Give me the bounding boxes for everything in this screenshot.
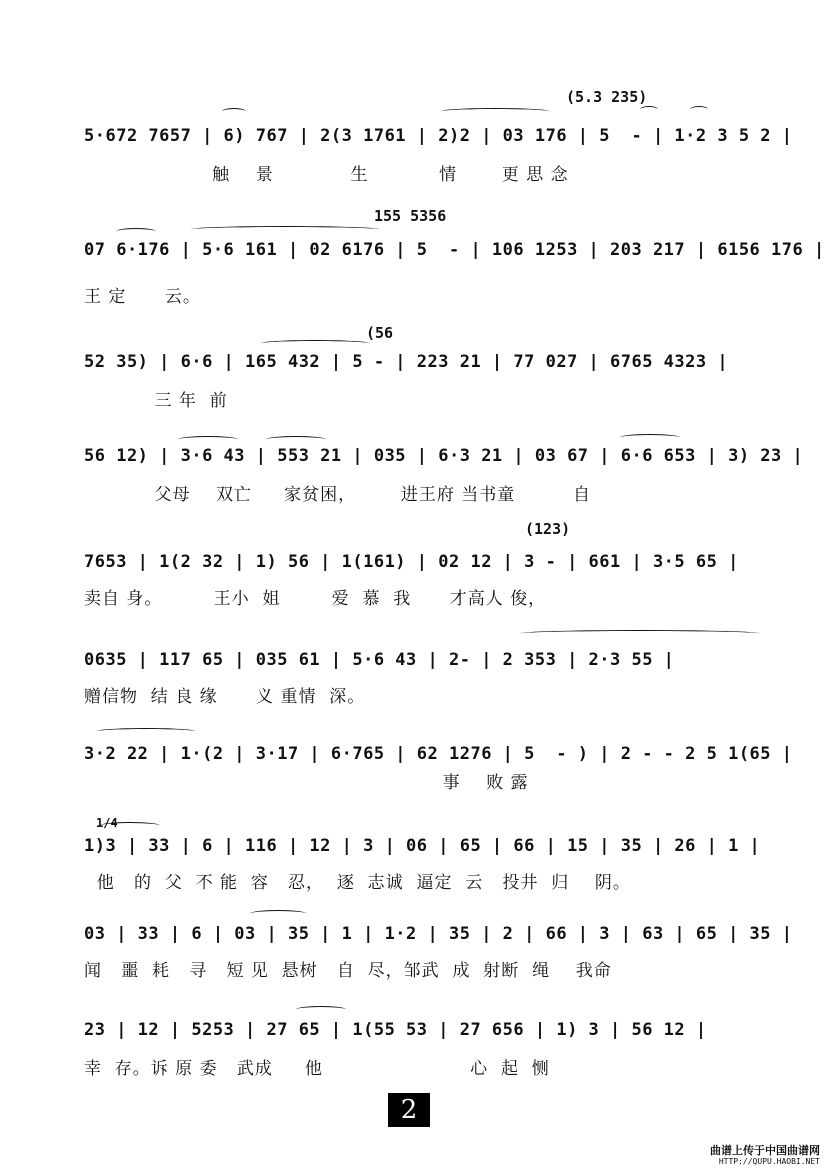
slur	[690, 106, 708, 113]
lyric-line: 事 败 露	[84, 773, 529, 793]
slur	[96, 728, 196, 735]
slur	[116, 228, 156, 235]
lyric-line: 父母 双亡 家贫困， 进王府 当书童 自	[84, 485, 591, 505]
slur	[260, 340, 370, 347]
slur	[266, 436, 326, 443]
slur	[100, 822, 160, 829]
watermark-url: HTTP://QUPU.HAOBI.NET	[718, 1157, 820, 1166]
slur	[250, 910, 306, 917]
slur	[222, 108, 246, 115]
watermark-text: 曲谱上传于中国曲谱网	[710, 1144, 820, 1157]
page-number: 2	[388, 1093, 430, 1127]
annotation-5: 1/4	[96, 816, 118, 830]
lyric-line: 赠信物 结 良 缘 义 重情 深。	[84, 687, 366, 707]
notation-line: 0635 | 117 65 | 035 61 | 5·6 43 | 2- | 2 353 | 2·3 55 |	[84, 650, 675, 670]
notation-line: 7653 | 1(2 32 | 1) 56 | 1(161) | 02 12 | 3 - | 661 | 3·5 65 |	[84, 552, 739, 572]
notation-line: 5·672 7657 | 6) 767 | 2(3 1761 | 2)2 | 03 176 | 5 - | 1·2 3 5 2 |	[84, 126, 793, 146]
notation-line: 07 6·176 | 5·6 161 | 02 6176 | 5 - | 106 1253 | 203 217 | 6156 176 |	[84, 240, 825, 260]
lyric-line: 闻 噩 耗 寻 短 见 悬树 自 尽，邹武 成 射断 绳 我命	[84, 961, 612, 981]
annotation-2: 155 5356	[374, 207, 447, 225]
annotation-3: (56	[366, 324, 394, 342]
notation-line: 56 12) | 3·6 43 | 553 21 | 035 | 6·3 21 | 03 67 | 6·6 653 | 3) 23 |	[84, 446, 804, 466]
slur	[190, 226, 380, 233]
lyric-line: 触 景 生 情 更 思 念	[84, 165, 569, 185]
notation-line: 03 | 33 | 6 | 03 | 35 | 1 | 1·2 | 35 | 2 | 66 | 3 | 63 | 65 | 35 |	[84, 924, 793, 944]
notation-line: 52 35) | 6·6 | 165 432 | 5 - | 223 21 | 77 027 | 6765 4323 |	[84, 352, 729, 372]
lyric-line: 他 的 父 不 能 容 忍， 逐 志诚 逼定 云 投井 归 阴。	[84, 873, 631, 893]
slur	[640, 106, 658, 113]
slur	[520, 630, 760, 637]
annotation-1: (5.3 235)	[566, 88, 648, 106]
notation-line: 23 | 12 | 5253 | 27 65 | 1(55 53 | 27 656 | 1) 3 | 56 12 |	[84, 1020, 707, 1040]
slur	[440, 108, 550, 115]
slur	[178, 436, 238, 443]
lyric-line: 卖自 身。 王小 姐 爱 慕 我 才高人 俊，	[84, 589, 547, 609]
annotation-4: (123)	[525, 520, 571, 538]
slur	[296, 1006, 346, 1013]
lyric-line: 三 年 前	[84, 391, 228, 411]
notation-line: 1)3 | 33 | 6 | 116 | 12 | 3 | 06 | 65 | 66 | 15 | 35 | 26 | 1 |	[84, 836, 761, 856]
lyric-line: 王 定 云。	[84, 287, 201, 307]
lyric-line: 幸 存。诉 原 委 武成 他 心 起 恻	[84, 1059, 550, 1079]
notation-line: 3·2 22 | 1·(2 | 3·17 | 6·765 | 62 1276 | 5 - ) | 2 - - 2 5 1(65 |	[84, 744, 793, 764]
slur	[620, 434, 680, 441]
